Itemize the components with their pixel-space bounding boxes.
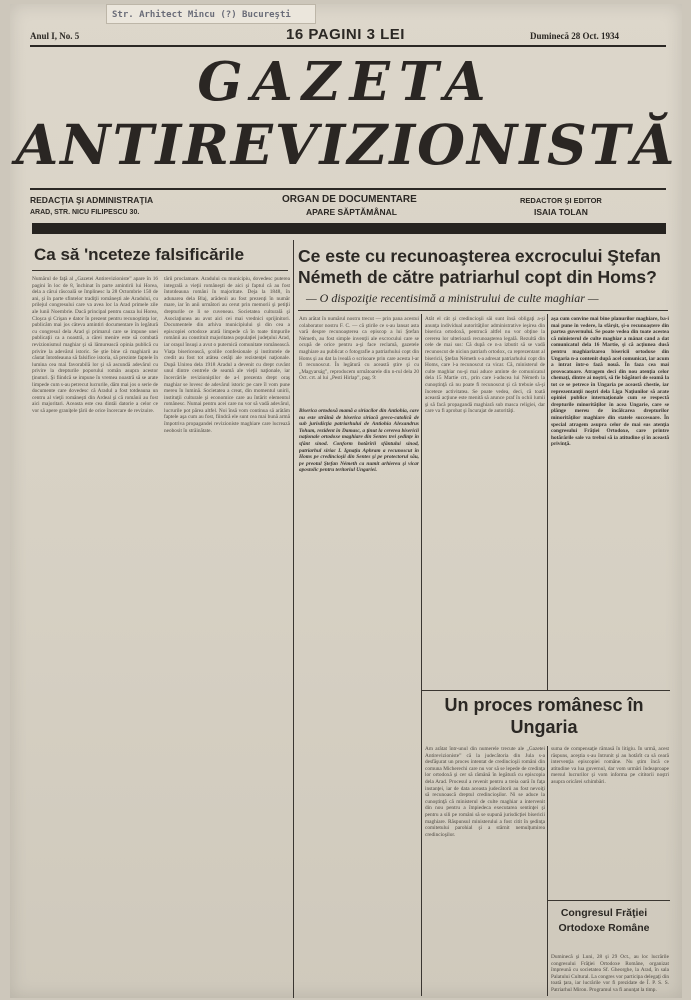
masthead-gazeta: GAZETA	[197, 51, 495, 113]
masthead-rule	[30, 188, 666, 190]
column-divider	[547, 314, 548, 690]
issue-number: Anul I, No. 5	[30, 31, 80, 41]
editor-label: REDACTOR ŞI EDITOR	[520, 196, 602, 205]
headline-line-1: Ce este cu recunoaşterea excrocului Ştefan	[298, 246, 661, 266]
column-divider	[421, 314, 422, 996]
library-stamp: Str. Arhitect Mincu (?) Bucureşti	[106, 4, 316, 24]
organ-label: ORGAN DE DOCUMENTARE	[282, 194, 417, 205]
article-text-col1: Numărul de faţă al „Gazetei Antirevizioniste” apare în 16 pagini în loc de 8, închinat în parte amintirii lui Horea, dela a cărui răscoală se împlinesc la 28 Octombrie 150 de ani, şi în parte sfintelor tradiţii româneşti ale Aradului, cu prilejul congresului care va avea loc la Arad primele zile ale lunii Noembrie. Dacă principal pentru cauza lui Horea, Cloşca şi Crişan e dator în prezent pentru recunoştinţa lor, publicăm mai jos câteva amintiri documentare în legătură cu congresul dela Arad şi primarul care se impune unei publicaţii ca a noastră, a cărei menire este să combată revizionismul maghiar şi să lămurească opinia publică cu privire la adevărul istoric. Se ştie bine că maghiarii au căutat întotdeauna să falsifice istoria, să prezinte faptele în lumina cea mai favorabilă lor şi să ascundă adevărul cu privire la drepturile poporului român asupra acestor ţinuturi. Şi fiindcă se impune în vremea noastră să se arate limpede cum s-au petrecut lucrurile, dăm mai jos o serie de documente care dovedesc că Aradul a fost totdeauna un centru al vieţii româneşti din Ardeal şi că românii au fost aici majoritari. Aceasta este cea dintâi datorie a celor ce vor să apere graniţele ţării de orice încercare de revizuire.	[32, 276, 158, 414]
article-text-col6: Am arătat într-unul din numerele trecute ale „Gazetei Antirevizioniste” că la judecătoria din Jula s-a desfăşurat un proces intentat de credincioşii români din comuna Micherechi care nu vor să se lepede de credinţa lor ortodoxă şi cer să rămână în legătură cu episcopia dela Arad. Procesul a revenit pentru a treia oară în faţa instanţei, iar de data aceasta judecătorii au fost nevoiţi să recunoască dreptul credincioşilor. Ni se aduce la cunoştinţă că ministerul de culte maghiar a intervenit din nou pentru a împiedeca executarea sentinţei şi pentru a sili pe români să se supună jurisdicţiei bisericii maghiare. Răspunsul ministerului a fost citit în şedinţa comitetului parohial şi a stârnit nemulţumirea credincioşilor.	[425, 746, 545, 838]
editorial-office-label: REDACŢIA ŞI ADMINISTRAŢIA	[30, 195, 154, 205]
newspaper-page	[10, 4, 682, 998]
divider	[422, 690, 670, 691]
weekly-label: APARE SĂPTĂMÂNAL	[306, 207, 397, 217]
pages-price: 16 PAGINI 3 LEI	[286, 26, 405, 43]
divider	[298, 310, 668, 311]
header-rule	[30, 45, 666, 47]
issue-date: Duminecă 28 Oct. 1934	[530, 31, 619, 41]
article-text-col4: Atât el cât şi credincioşii săi sunt însă obligaţi a-şi anunţa individual autorităţilor administrative ieşirea din biserica ortodoxă, pentrucă altfel nu vor obţine la cererea lor ulterioară recunoaşterea legală. Rezultă din cele de mai sus: Că după ce n-a izbutit să se vadă recunoscut de niciun patriarh ortodox, ca reprezentant al bisericii, Ştefan Németh s-a adresat patriarhului copt din Homs, care l-a recunoscut ca vicar. Că, ministerul de culte maghiar nu-şi mai aduce aminte de comunicatul dela 15 Martie crt., prin care i-aducea lui Németh la cunoştinţă că nu poate fi recunoscut şi că trebuie să-şi înceteze activitatea. Se poate vedea, deci, că toată această acţiune este menită să arunce praf în ochii lumii şi să facă propagandă maghiară sub masca religiei, dar care va fi aprobat şi încurajat de autorităţi.	[425, 316, 545, 415]
article-text-col8: Duminecă şi Luni, 28 şi 29 Oct., au loc lucrările congresului Frăţiei Ortodoxe Române, organizat împreună cu societatea Sf. Gheorghe, la Arad, în sala Palatului Cultural. La congres vor participa delegaţi din toată ţara, iar lucrările vor fi prezidate de Î. P. S. S. Patriarhul Miron. Programul va fi anunţat la timp.	[551, 954, 669, 993]
masthead-antirevizionista: ANTIREVIZIONISTĂ	[15, 112, 677, 177]
divider	[32, 270, 288, 271]
headline-congres: Congresul Frăţiei Ortodoxe Române	[558, 907, 650, 934]
article-text-col2: tării proclamare. Aradului cu municipiu, dovedesc puterea integrală a vieţii româneşti de aici şi faptul că au fost întotdeauna români în majoritate. Deja la 1848, în adunarea dela Blaj, arădenii au fost prezenţi în număr mare, iar în anii următori au cerut prin memorii şi petiţii drepturile ce li se cuveneau. Societatea culturală şi Asociaţiunea au avut aici cei mai vrednici sprijinitori. Documentele din arhiva municipiului şi din cea a episcopiei ortodoxe arată limpede că în toate timpurile românii au constituit majoritatea populaţiei judeţului Arad, iar oraşul însuşi a avut o puternică comunitate românească. Viaţa bisericească, şcolile confesionale şi institutele de credit au fost tot atâtea cetăţi ale rezistenţei naţionale. După Unirea dela 1918 Aradul a devenit cu drept cuvânt unul dintre centrele de seamă ale vieţii naţionale, iar încercările revizioniştilor de a-l prezenta drept oraş maghiar se lovesc de adevărul istoric pe care îl vom pune mereu în lumină. Societatea a creat, din momentul unirii, instituţii culturale şi economice care au întărit elementul românesc. Numai pentru acei care nu vor să vadă adevărul, lucrurile pot părea altfel. Noi însă vom continua să arătăm faptele aşa cum au fost, fiindcă ele sunt cea mai bună armă împotriva propagandei revizioniste maghiare care lucrează neobosit în străinătate.	[164, 276, 290, 434]
headline-proces: Un proces românesc în Ungaria	[444, 695, 644, 737]
article-quote-col3: Biserica ortodoxă mamă a siriacilor din Antiohia, care nu este străină de biserica siriacă greco-catolică de sub jurisdicţia patriarhului de Antiohia Alexandrus Tohum, rezident în Damasc, a ţinut la cererea bisericii naţionale ortodoxe maghiare din Sentes trei şedinţe în sfânt sinod. Conform hotărîrii sfântului sinod, patriarhul siriac I. Ignaţiu Aphram a recunoscut în Homs pe credincioşii din Sentes şi pe protectorul său, pe preotul Ştefan Németh ca numit arhiereu şi vicar apostolic pentru teritoriul Ungariei.	[299, 408, 419, 474]
headline-stefan-nemeth	[298, 246, 661, 288]
article-text-col7: suma de compensaţie rămasă în litigiu. În urmă, acest răspuns, aceştia s-au întrunit şi au hotărît ca să ceară intervenţia episcopiei române. Nu ştim încă ce atitudine va lua guvernul, dar vom urmări îndeaproape mersul lucrurilor şi vom informa pe cititorii noştri asupra oricărei schimbări.	[551, 746, 669, 785]
article-text-col5: aşa cum convine mai bine planurilor maghiare, ba-i mai pune în vedere, la sfârşit, şi-o recunoaştere din partea guvernului. Se poate vedea din toate acestea că ministerul de culte maghiar a mânat cand a dat comunicatul dela 16 Martie, şi că acţiunea dusă pentru maghiarizarea bisericii ortodoxe din Ungaria n-a contenit după acel comunicat, iar acum a intrat într-o fază nouă. În faza cea mai provocatoare. Atragem deci din nou atenţia celor chemaţi, dintre ai noştri, să fie băgători de seamă la tot ce se petrece în Ungaria pe această chestie, iar reprezentanţii noştri dela Liga Naţiunilor să arate opiniei publice internaţionale cum se respectă drepturile minorităţilor în acea Ungarie, care se plânge mereu de încălcarea drepturilor minorităţilor maghiare din statele succesoare. În special atragem asupra celor de mai sus atenţia congresului Frăţiei Ortodoxe, care printre hotărârile sale va trebui să ia atitudine şi în această privinţă.	[551, 316, 669, 448]
column-divider	[547, 746, 548, 996]
article-text-col3: Am arătat în numărul nostru trecut — prin pana acestui colaborator nostru F. C. — că ştirile ce s-au lansat asta vară despre recunoaşterea ca episcop a lui Ştefan Németh, au fost simple invenţii ale excrocului care se ocupă de orice pentru a-şi face reclamă, gazetele maghiare au publicat o fotografie a patriarhului copt din Homs şi au dat la iveală o scrisoare prin care acesta l-ar fi recunoscut. În legătură cu această ştire şi cu „Magyarság”, reproducem următoarele din n-rul dela 20 Oct. crt. al lui „Pesti Hirlap”, pag. 9:	[299, 316, 419, 382]
editor-name: ISAIA TOLAN	[534, 207, 588, 217]
column-divider	[293, 240, 294, 998]
header-black-bar	[32, 223, 666, 234]
editorial-office-address: ARAD, STR. NICU FILIPESCU 30.	[30, 209, 140, 216]
headline-falsificari: Ca să 'nceteze falsificările	[34, 245, 245, 264]
headline-subtitle: — O dispoziţie recentisimă a ministrului de culte maghiar —	[306, 291, 599, 305]
divider	[548, 900, 670, 901]
headline-line-2: Németh de către patriarhul copt din Homs?	[298, 267, 657, 287]
